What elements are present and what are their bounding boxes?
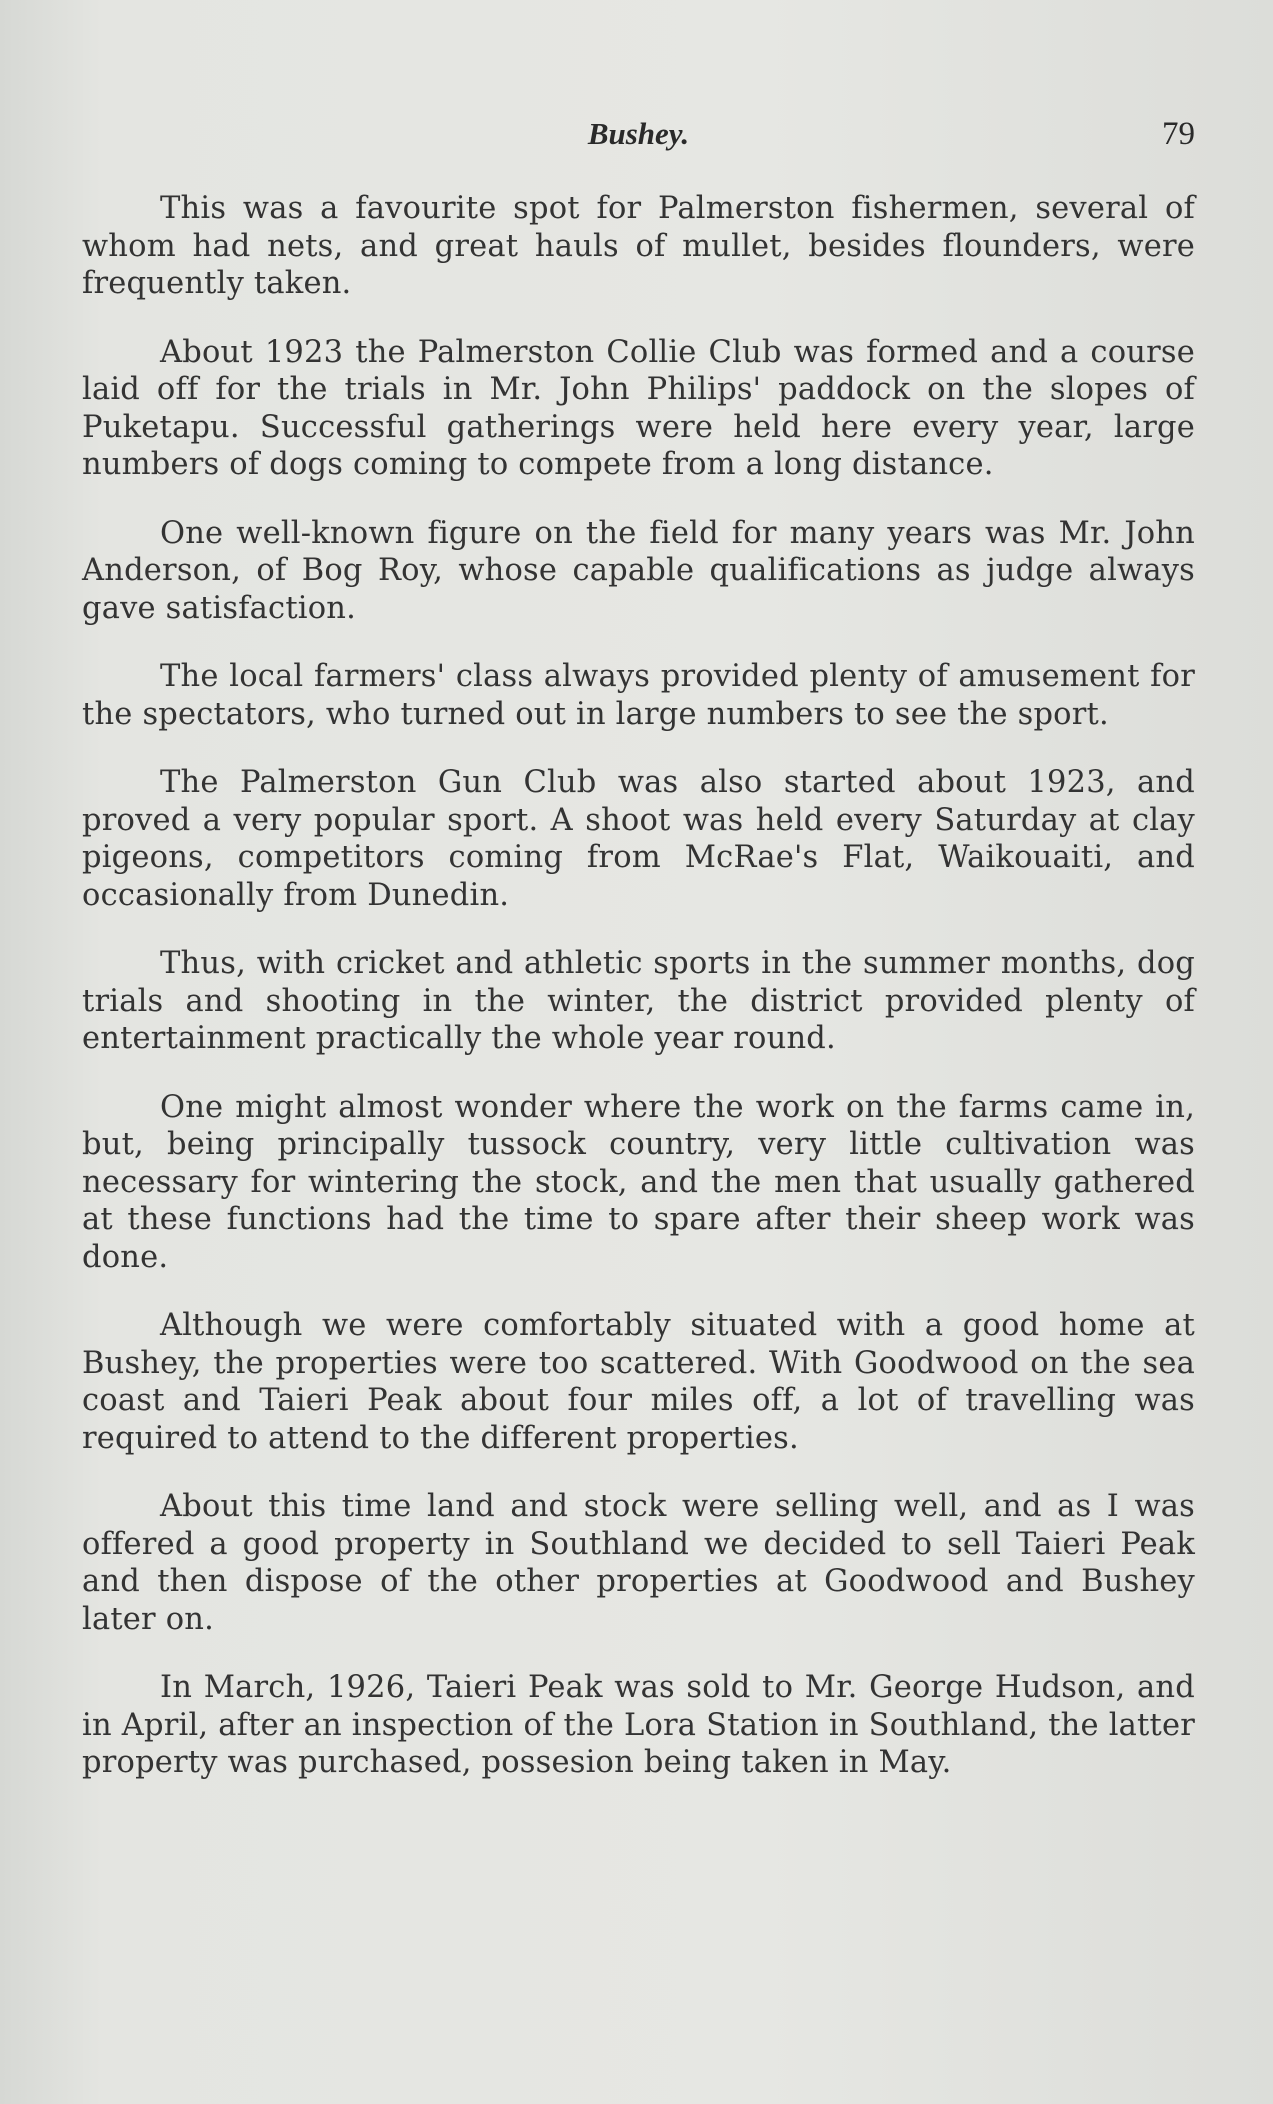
page-number: 79 bbox=[1162, 116, 1195, 152]
paragraph-lora-station: In March, 1926, Taieri Peak was sold to Mr. George Hudson, and in April, after an inspection of the Lora Station in Southland, the latter property was purchased, possesion being taken in May. bbox=[82, 1670, 1195, 1780]
paragraph-southland-offer: About this time land and stock were selling well, and as I was offered a good property in Southland we decided to sell Taieri Peak and then dispose of the other properties at Goodwood and Bushey later on. bbox=[82, 1489, 1195, 1637]
paragraph-collie-club: About 1923 the Palmerston Collie Club was formed and a course laid off for the trials in Mr. John Philips' paddock on the slopes of Puketapu. Successful gatherings were held here every year, large numbers of dogs coming to compete from a long distance. bbox=[82, 334, 1195, 482]
running-title: Bushey. bbox=[587, 116, 690, 151]
body-text bbox=[82, 190, 1195, 1813]
paragraph-john-anderson: One well-known figure on the field for many years was Mr. John Anderson, of Bog Roy, whose capable qualifications as judge always gave satisfaction. bbox=[82, 515, 1195, 626]
paragraph-farmers-class: The local farmers' class always provided plenty of amusement for the spectators, who turned out in large numbers to see the sport. bbox=[82, 659, 1195, 732]
page-header bbox=[82, 116, 1195, 166]
paragraph-farm-work: One might almost wonder where the work on the farms came in, but, being principally tussock country, very little cultivation was necessary for wintering the stock, and the men that usually gathered at these functions had the time to spare after their sheep work was done. bbox=[82, 1089, 1195, 1275]
paragraph-entertainment: Thus, with cricket and athletic sports in the summer months, dog trials and shooting in the winter, the district provided plenty of entertainment practically the whole year round. bbox=[82, 946, 1195, 1056]
paragraph-fishermen: This was a favourite spot for Palmerston fishermen, several of whom had nets, and great hauls of mullet, besides flounders, were frequently taken. bbox=[82, 191, 1195, 301]
paragraph-scattered-properties: Although we were comfortably situated with a good home at Bushey, the properties were too scattered. With Goodwood on the sea coast and Taieri Peak about four miles off, a lot of travelling was required to attend to the different properties. bbox=[82, 1308, 1195, 1456]
paragraph-gun-club: The Palmerston Gun Club was also started about 1923, and proved a very popular sport. A shoot was held every Saturday at clay pigeons, competitors coming from McRae's Flat, Waikouaiti, and occasionally from Dunedin. bbox=[82, 765, 1195, 913]
